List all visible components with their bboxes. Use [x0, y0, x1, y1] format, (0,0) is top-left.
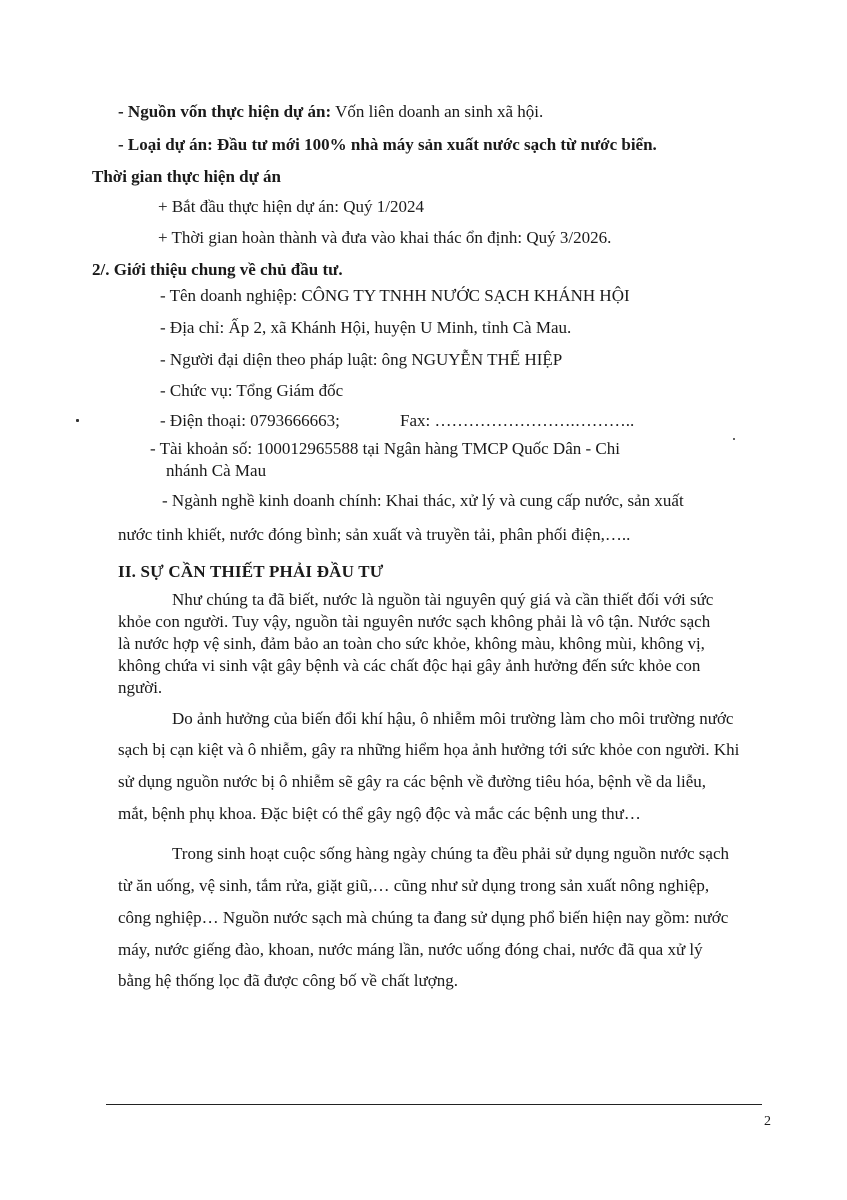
para1-line-5: người.	[118, 678, 163, 697]
para2-line-2: sạch bị cạn kiệt và ô nhiễm, gây ra những hiểm họa ảnh hưởng tới sức khỏe con người. Khi	[118, 740, 740, 759]
funding-label: Nguồn vốn thực hiện dự án:	[127, 102, 332, 121]
para2-line-4: mắt, bệnh phụ khoa. Đặc biệt có thể gây ngộ độc và mắc các bệnh ung thư…	[118, 804, 641, 823]
para3-line-2: từ ăn uống, vệ sinh, tắm rửa, giặt giũ,… cũng như sử dụng trong sản xuất nông nghiệp,	[118, 876, 710, 895]
representative-position: - Chức vụ: Tổng Giám đốc	[160, 381, 344, 400]
bank-account-line-1: - Tài khoản số: 100012965588 tại Ngân hàng TMCP Quốc Dân - Chi	[150, 439, 620, 458]
funding-value: Vốn liên doanh an sinh xã hội.	[331, 102, 544, 121]
fax-line: Fax: …………………….………..	[400, 411, 635, 430]
page-number: 2	[764, 1114, 771, 1129]
timeline-complete: + Thời gian hoàn thành và đưa vào khai thác ổn định: Quý 3/2026.	[158, 228, 612, 247]
timeline-start: + Bắt đầu thực hiện dự án: Quý 1/2024	[158, 197, 424, 216]
company-address: - Địa chỉ: Ấp 2, xã Khánh Hội, huyện U Minh, tỉnh Cà Mau.	[160, 318, 572, 337]
business-line-2: nước tinh khiết, nước đóng bình; sản xuất và truyền tải, phân phối điện,…..	[118, 525, 631, 544]
para3-line-1: Trong sinh hoạt cuộc sống hàng ngày chúng ta đều phải sử dụng nguồn nước sạch	[172, 844, 730, 863]
scan-speck	[733, 438, 735, 440]
investor-heading: 2/. Giới thiệu chung về chủ đầu tư.	[92, 260, 343, 279]
para2-line-1: Do ảnh hưởng của biến đổi khí hậu, ô nhiễm môi trường làm cho môi trường nước	[172, 709, 734, 728]
legal-representative: - Người đại diện theo pháp luật: ông NGUYỄN THẾ HIỆP	[160, 350, 563, 369]
business-line-1: - Ngành nghề kinh doanh chính: Khai thác, xử lý và cung cấp nước, sản xuất	[162, 491, 684, 510]
para1-line-1: Như chúng ta đã biết, nước là nguồn tài nguyên quý giá và cần thiết đối với sức	[172, 590, 714, 609]
funding-line: - Nguồn vốn thực hiện dự án: Vốn liên doanh an sinh xã hội.	[118, 102, 544, 121]
project-type-label: Loại dự án:	[127, 135, 213, 154]
section-ii-heading: II. SỰ CẦN THIẾT PHẢI ĐẦU TƯ	[118, 562, 384, 581]
bank-account-line-2: nhánh Cà Mau	[166, 461, 267, 480]
para1-line-3: là nước hợp vệ sinh, đảm bảo an toàn cho sức khỏe, không màu, không mùi, không vị,	[118, 634, 705, 653]
timeline-heading: Thời gian thực hiện dự án	[92, 167, 282, 186]
para2-line-3: sử dụng nguồn nước bị ô nhiễm sẽ gây ra các bệnh về đường tiêu hóa, bệnh về da liễu,	[118, 772, 707, 791]
phone-line: - Điện thoại: 0793666663;	[160, 411, 340, 430]
footer-rule	[106, 1104, 762, 1105]
para1-line-2: khỏe con người. Tuy vậy, nguồn tài nguyên nước sạch không phải là vô tận. Nước sạch	[118, 612, 711, 631]
para3-line-4: máy, nước giếng đào, khoan, nước máng lần, nước uống đóng chai, nước đã qua xử lý	[118, 940, 703, 959]
project-type-line: - Loại dự án: Đầu tư mới 100% nhà máy sản xuất nước sạch từ nước biển.	[118, 135, 657, 154]
project-type-value: Đầu tư mới 100% nhà máy sản xuất nước sạch từ nước biển.	[212, 135, 657, 154]
para3-line-5: bằng hệ thống lọc đã được công bố về chất lượng.	[118, 971, 458, 990]
para1-line-4: không chứa vi sinh vật gây bệnh và các chất độc hại gây ảnh hưởng đến sức khỏe con	[118, 656, 701, 675]
scan-speck	[76, 419, 79, 422]
company-name: - Tên doanh nghiệp: CÔNG TY TNHH NƯỚC SẠCH KHÁNH HỘI	[160, 286, 630, 305]
para3-line-3: công nghiệp… Nguồn nước sạch mà chúng ta đang sử dụng phổ biến hiện nay gồm: nước	[118, 908, 729, 927]
